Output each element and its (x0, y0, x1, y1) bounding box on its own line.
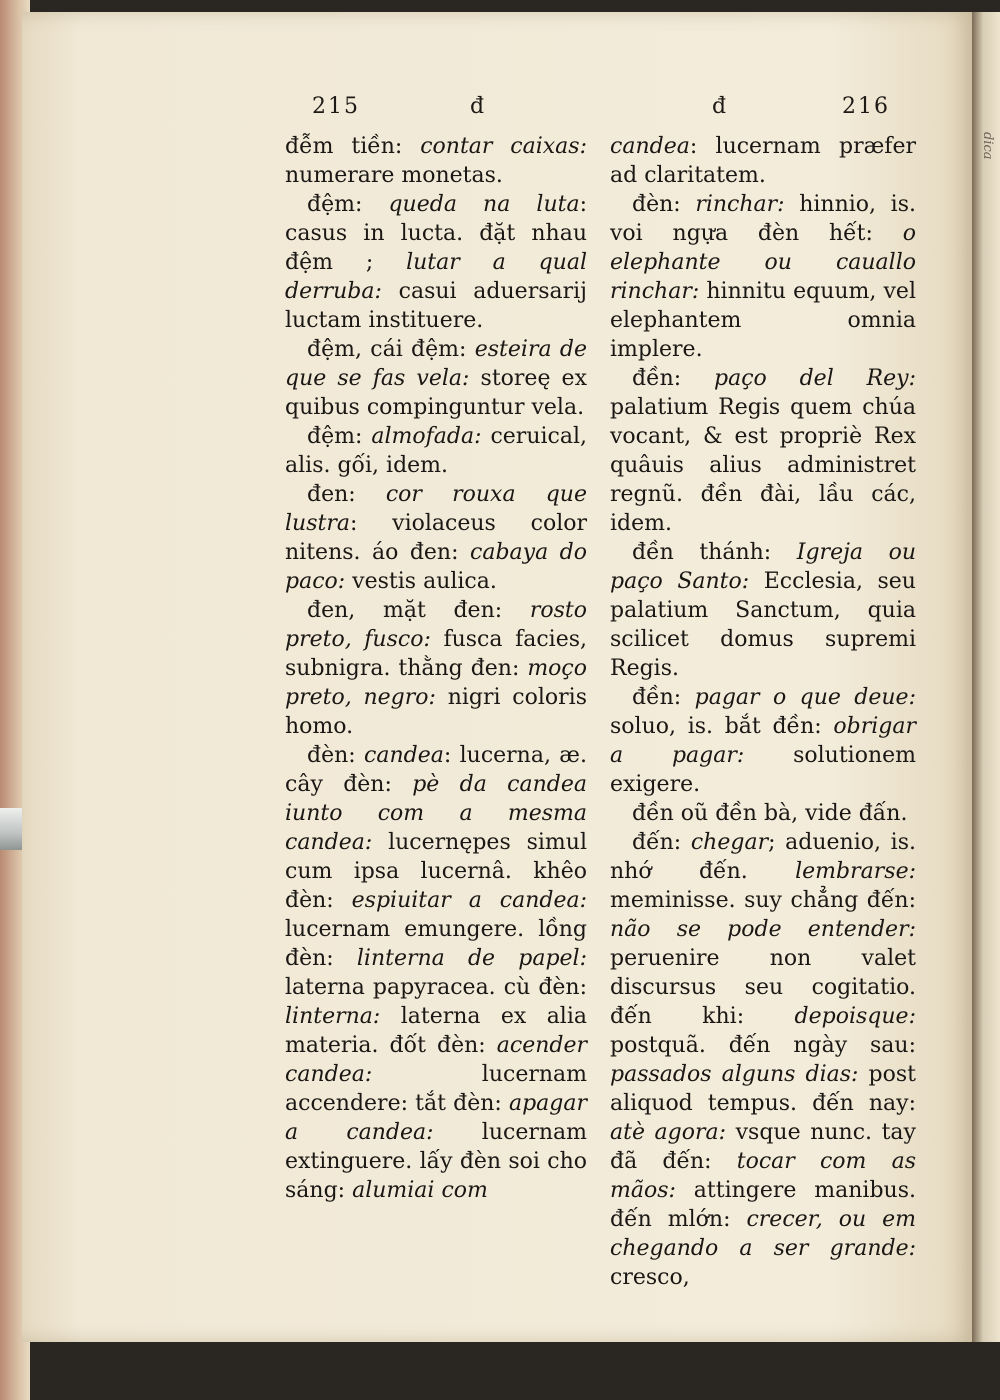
portuguese-gloss: rinchar: (695, 192, 785, 217)
left-column (285, 132, 587, 1205)
portuguese-gloss: pè da candea iunto com a mesma candea: (285, 772, 587, 855)
dictionary-entry (285, 741, 587, 1205)
dictionary-entry (610, 538, 916, 683)
entry-text: cresco, (610, 1265, 690, 1290)
portuguese-gloss: moço preto, negro: (285, 656, 587, 710)
portuguese-gloss: cor rouxa que lustra (285, 482, 587, 536)
portuguese-gloss: obrigar a pagar: (610, 714, 916, 768)
portuguese-gloss: queda na luta (388, 192, 580, 217)
entry-text: nigri coloris homo. (285, 685, 587, 739)
dictionary-entry (285, 480, 587, 596)
entry-text: lucernam extinguere. lấy đèn soi cho sáng: (285, 1120, 587, 1203)
entry-text: lucernępes simul cum ipsa lucernâ. khêo đèn: (285, 830, 587, 913)
dictionary-entry (285, 596, 587, 741)
running-letter-right: đ (712, 94, 729, 119)
entry-text: lucernam accendere: tắt đèn: (285, 1062, 587, 1116)
entry-text: Ecclesia, seu palatium Sanctum, quia scilicet domus supremi Regis. (610, 569, 916, 681)
entry-text: đệm: (307, 424, 372, 449)
entry-text: ; aduenio, is. nhớ đến. (610, 830, 916, 884)
entry-text: hinnio, is. voi ngựa đèn hết: (610, 192, 916, 246)
next-page-fragment: dica (980, 132, 995, 160)
portuguese-gloss: rosto preto, fusco: (285, 598, 587, 652)
portuguese-gloss: contar caixas: (420, 134, 587, 159)
portuguese-gloss: almofada: (371, 424, 482, 449)
dictionary-entry (610, 683, 916, 799)
entry-text: đền: (632, 685, 695, 710)
portuguese-gloss: chegar (690, 830, 769, 855)
page-number-right: 216 (842, 94, 890, 119)
right-column (610, 132, 916, 1292)
entry-text: : casus in lucta. đặt nhau đệm ; (285, 192, 587, 275)
dictionary-entry (610, 364, 916, 538)
portuguese-gloss: atè agora: (610, 1120, 727, 1145)
portuguese-gloss: candea (364, 743, 444, 768)
entry-text: đen: (307, 482, 386, 507)
portuguese-gloss: espiuitar a candea: (351, 888, 587, 913)
portuguese-gloss: acender candea: (285, 1033, 587, 1087)
entry-text: postquã. đến ngày sau: (610, 1033, 916, 1058)
dictionary-entry (610, 132, 916, 190)
portuguese-gloss: linterna: (285, 1004, 381, 1029)
portuguese-gloss: depoisque: (794, 1004, 916, 1029)
entry-text: laterna papyracea. cù đèn: (285, 975, 587, 1000)
dictionary-entry (285, 422, 587, 480)
entry-text: solutionem exigere. (610, 743, 916, 797)
entry-text: : lucernam præfer ad claritatem. (610, 134, 916, 188)
page-number-left: 215 (312, 94, 360, 119)
portuguese-gloss: candea (610, 134, 690, 159)
entry-text: đền: (632, 366, 715, 391)
portuguese-gloss: Igreja ou paço Santo: (610, 540, 916, 594)
portuguese-gloss: pagar o que deue: (694, 685, 916, 710)
portuguese-gloss: o elephante ou cauallo rinchar: (610, 221, 916, 304)
entry-text: đèn: (307, 743, 365, 768)
entry-text: đen, mặt đen: (307, 598, 530, 623)
portuguese-gloss: cabaya do paco: (285, 540, 587, 594)
portuguese-gloss: alumiai com (352, 1178, 488, 1203)
entry-text: fusca facies, subnigra. thằng đen: (285, 627, 587, 681)
portuguese-gloss: não se pode entender: (610, 917, 916, 942)
entry-text: hinnitu equum, vel elephantem omnia implere. (610, 279, 916, 362)
entry-text: meminisse. suy chẳng đến: (610, 888, 916, 913)
dictionary-entry (285, 335, 587, 422)
entry-text: soluo, is. bắt đền: (610, 714, 834, 739)
portuguese-gloss: tocar com as mãos: (610, 1149, 916, 1203)
entry-text: casui aduersarij luctam instituere. (285, 279, 587, 333)
portuguese-gloss: lembrarse: (795, 859, 916, 884)
dictionary-entry (610, 190, 916, 364)
portuguese-gloss: passados alguns dias: (610, 1062, 859, 1087)
entry-text: lucernam emungere. lồng đèn: (285, 917, 587, 971)
entry-text: đệm, cái đệm: (307, 337, 475, 362)
dictionary-entry (285, 190, 587, 335)
running-letter-left: đ (470, 94, 487, 119)
dictionary-entry (285, 132, 587, 190)
entry-text: vestis aulica. (345, 569, 497, 594)
entry-text: storeę ex quibus compinguntur vela. (285, 366, 587, 420)
entry-text: post aliquod tempus. đến nay: (610, 1062, 916, 1116)
entry-text: peruenire non valet discursus seu cogitatio. đến khi: (610, 946, 916, 1029)
entry-text: numerare monetas. (285, 163, 503, 188)
entry-text: đèn: (632, 192, 696, 217)
entry-text: đền oũ đền bà, vide đấn. (632, 801, 908, 826)
portuguese-gloss: linterna de papel: (356, 946, 587, 971)
dictionary-entry (610, 799, 916, 828)
portuguese-gloss: crecer, ou em chegando a ser grande: (610, 1207, 917, 1261)
entry-text: laterna ex alia materia. đốt đèn: (285, 1004, 587, 1058)
entry-text: : lucerna, æ. cây đèn: (285, 743, 587, 797)
entry-text: đền thánh: (632, 540, 797, 565)
entry-text: vsque nunc. tay đã đến: (610, 1120, 916, 1174)
portuguese-gloss: lutar a qual derruba: (285, 250, 587, 304)
portuguese-gloss: esteira de que se fas vela: (285, 337, 588, 391)
next-page-edge (972, 12, 1000, 1342)
entry-text: đến: (632, 830, 691, 855)
dictionary-entry (610, 828, 916, 1292)
entry-text: ceruical, alis. gối, idem. (285, 424, 587, 478)
entry-text: đệm: (307, 192, 389, 217)
portuguese-gloss: apagar a candea: (285, 1091, 587, 1145)
entry-text: : violaceus color nitens. áo đen: (285, 511, 587, 565)
entry-text: palatium Regis quem chúa vocant, & est propriè Rex quâuis alius administret regnũ. đền đài, lầu các, idem. (610, 395, 916, 536)
portuguese-gloss: paço del Rey: (714, 366, 916, 391)
entry-text: attingere manibus. đến mlớn: (610, 1178, 916, 1232)
entry-text: đễm tiền: (285, 134, 421, 159)
